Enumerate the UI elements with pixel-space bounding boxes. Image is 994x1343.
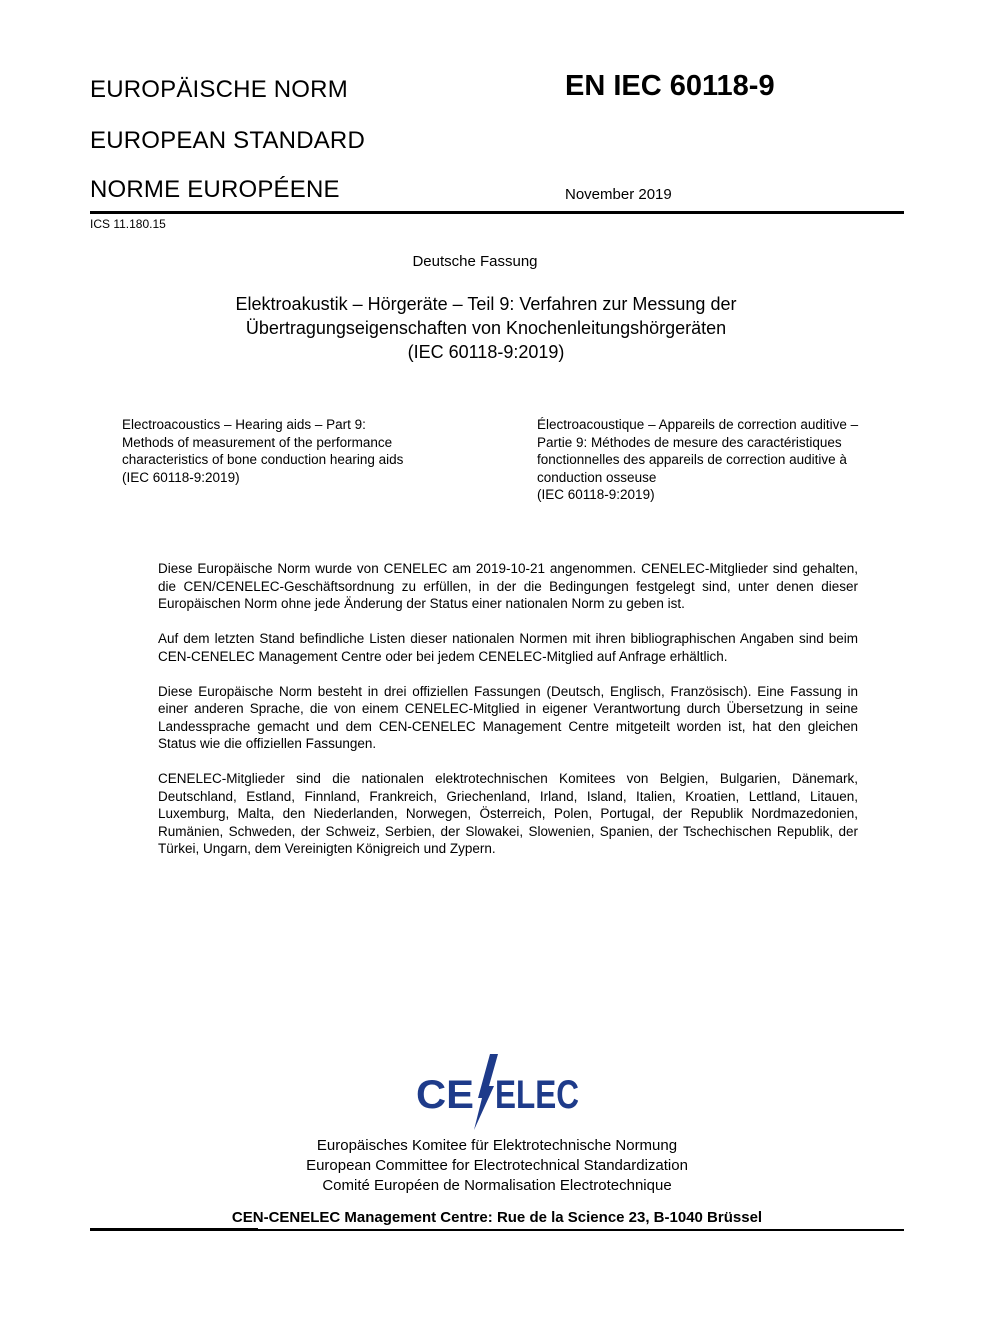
standard-number: EN IEC 60118-9 <box>565 70 775 102</box>
svg-text:ELEC: ELEC <box>495 1073 579 1117</box>
members-paragraph: CENELEC-Mitglieder sind die nationalen elektrotechnischen Komitees von Belgien, Bulgarien, Dänemark, Deutschland, Estland, Finnland, Frankreich, Griechenland, Irland, Island, Italien, Kroatien, Lettland, Litauen, Luxemburg, Malta, den Niederlanden, Norwegen, Österreich, Polen, Portugal, der Republik Nordmazedonien, Rumänien, Schweden, der Schweiz, Serbien, der Slowakei, Slowenien, Spanien, der Tschechischen Republik, der Türkei, Ungarn, dem Vereinigten Königreich und Zypern. <box>158 771 858 856</box>
adoption-paragraph: Diese Europäische Norm wurde von CENELEC am 2019-10-21 angenommen. CENELEC-Mitglieder sind gehalten, die CEN/CENELEC-Geschäftsordnung zu erfüllen, in der die Bedingungen festgelegt sind, unter denen dieser Europäischen Norm ohne jede Änderung der Status einer nationalen Norm zu geben ist. <box>158 561 858 611</box>
organization-name-fr: Comité Européen de Normalisation Electrotechnique <box>322 1177 672 1194</box>
title-german-line: Übertragungseigenschaften von Knochenleitungshörgeräten <box>245 318 727 338</box>
publication-date: November 2019 <box>565 186 672 203</box>
organization-name-de: Europäisches Komitee für Elektrotechnische Normung <box>316 1137 678 1154</box>
title-english-line: Methods of measurement of the performance <box>122 434 393 450</box>
svg-text:CE: CE <box>416 1073 474 1117</box>
organization-name-en: European Committee for Electrotechnical Standardization <box>306 1157 688 1174</box>
title-english-line: (IEC 60118-9:2019) <box>122 469 240 485</box>
lists-paragraph: Auf dem letzten Stand befindliche Listen dieser nationalen Normen mit ihren bibliographischen Angaben sind beim CEN-CENELEC Management Centre oder bei jedem CENELEC-Mitglied auf Anfrage erhältlich. <box>158 631 858 664</box>
title-german <box>150 292 822 364</box>
organization-names <box>0 1136 994 1196</box>
title-french <box>537 416 897 504</box>
title-english <box>122 416 442 486</box>
title-french-line: Électroacoustique – Appareils de correction auditive – <box>537 417 859 432</box>
versions-paragraph: Diese Europäische Norm besteht in drei offiziellen Fassungen (Deutsch, Englisch, Französisch). Eine Fassung in einer anderen Sprache, die von einem CENELEC-Mitglied in eigener Verantwortung durch Übersetzung in seine Landessprache gemacht und dem CEN-CENELEC Management Centre mitgeteilt worden ist, hat den gleichen Status wie die offiziellen Fassungen. <box>158 683 858 751</box>
norm-title-de: EUROPÄISCHE NORM <box>90 76 348 103</box>
management-centre-address: CEN-CENELEC Management Centre: Rue de la Science 23, B-1040 Brüssel <box>231 1209 763 1226</box>
title-german-line: Elektroakustik – Hörgeräte – Teil 9: Verfahren zur Messung der <box>235 294 737 314</box>
footer-divider-accent <box>90 1228 258 1231</box>
version-label: Deutsche Fassung <box>412 253 538 270</box>
title-french-line: Partie 9: Méthodes de mesure des caractéristiques <box>537 434 842 450</box>
title-french-line: conduction osseuse <box>537 469 657 485</box>
header-divider <box>90 211 904 214</box>
title-english-line: characteristics of bone conduction hearing aids <box>122 452 404 467</box>
title-french-line: (IEC 60118-9:2019) <box>537 487 655 502</box>
body-text <box>158 560 858 875</box>
norm-title-en: EUROPEAN STANDARD <box>90 127 365 154</box>
norm-title-fr: NORME EUROPÉENE <box>90 176 340 203</box>
title-german-line: (IEC 60118-9:2019) <box>407 342 565 362</box>
ics-code: ICS 11.180.15 <box>90 217 166 231</box>
cenelec-logo <box>412 1052 582 1132</box>
title-french-line: fonctionnelles des appareils de correction auditive à <box>537 452 847 467</box>
title-english-line: Electroacoustics – Hearing aids – Part 9: <box>122 417 366 432</box>
